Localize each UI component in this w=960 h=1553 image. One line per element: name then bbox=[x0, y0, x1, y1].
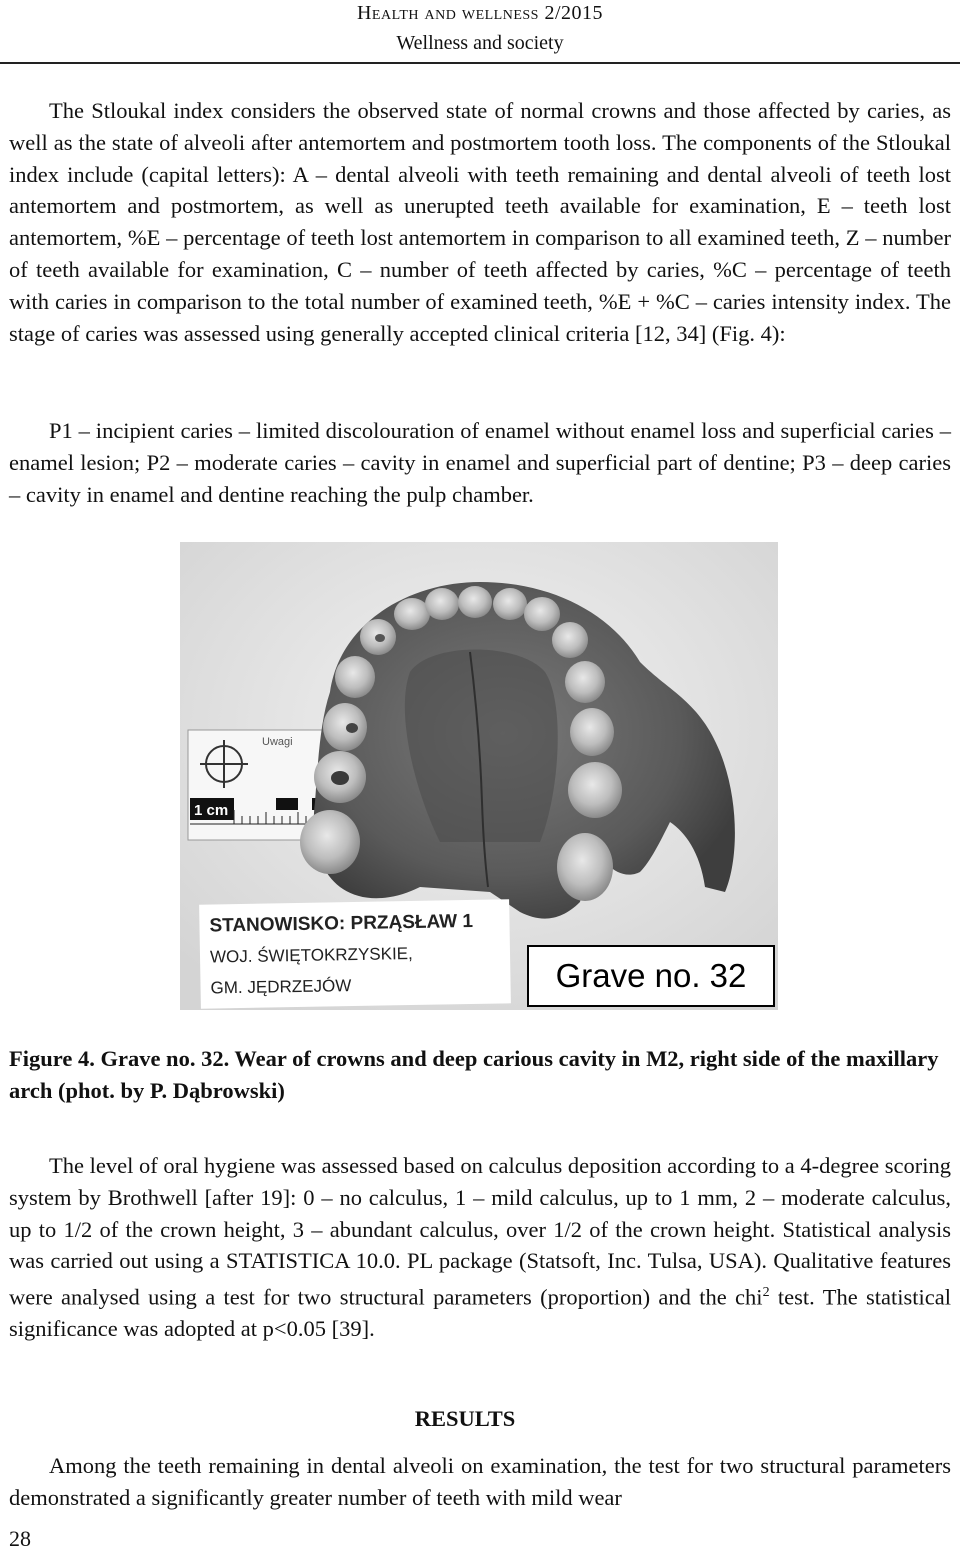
running-header bbox=[0, 0, 960, 64]
grave-number-label: Grave no. 32 bbox=[527, 945, 775, 1007]
paragraph-stloukal-index: The Stloukal index considers the observed state of normal crowns and those affected by caries, as well as the state of alveoli after antemortem and postmortem tooth loss. The components of the Stloukal index include (capital letters): A – dental alveoli with teeth remaining and dental alveoli of teeth lost antemortem and postmortem, as well as unerupted teeth available for examination, E – teeth lost antemortem, %E – percentage of teeth lost antemortem in comparison to all examined teeth, Z – number of teeth available for examination, C – number of teeth affected by caries, %C – percentage of teeth with caries in comparison to the total number of examined teeth, %E + %C – caries intensity index. The stage of caries was assessed using generally accepted clinical criteria [12, 34] (Fig. 4): bbox=[9, 98, 951, 346]
scale-label: 1 cm bbox=[194, 802, 229, 819]
paragraph-oral-hygiene bbox=[9, 1150, 951, 1345]
site-label-line1: STANOWISKO: PRZĄSŁAW 1 bbox=[209, 910, 474, 937]
journal-title: Health and wellness 2/2015 bbox=[356, 2, 604, 24]
scale-card-tag: Uwagi bbox=[262, 736, 293, 748]
paragraph-caries-stages: P1 – incipient caries – limited discolouration of enamel without enamel loss and superficial caries – enamel lesion; P2 – moderate caries – cavity in enamel and superficial part of dentine; P3 – deep caries – cavity in enamel and dentine reaching the pulp chamber. bbox=[9, 418, 951, 507]
site-label-card bbox=[199, 899, 511, 1008]
p3-text-start: The level of oral hygiene was assessed based on calculus deposition according to a 4-degree scoring system by Brothwell [after 19]: 0 – no calculus, 1 – mild calculus, up to 1 mm, 2 – moderate calculus, up to 1/2 of the crown height, 3 – abundant calculus, over 1/2 of the crown height. Statistical analysis was carried out using a STATISTICA 10.0. PL package (Statsoft, Inc. Tulsa, USA). Qualitative features were analysed using a test for two structural parameters (proportion) and the chi bbox=[9, 1153, 951, 1310]
site-label-line3: GM. JĘDRZEJÓW bbox=[210, 976, 352, 998]
site-label-line2: WOJ. ŚWIĘTOKRZYSKIE, bbox=[209, 943, 413, 967]
section-title: Wellness and society bbox=[396, 32, 564, 54]
results-heading: RESULTS bbox=[414, 1406, 516, 1431]
figure-photo bbox=[180, 542, 778, 1010]
figure-caption: Figure 4. Grave no. 32. Wear of crowns and deep carious cavity in M2, right side of the maxillary arch (phot. by P. Dąbrowski) bbox=[9, 1046, 939, 1103]
chi-superscript: 2 bbox=[762, 1285, 770, 1301]
page-number: 28 bbox=[9, 1526, 31, 1551]
p3-text-end: test. The statistical significance was adopted at p<0.05 [39]. bbox=[9, 1284, 951, 1342]
paragraph-results: Among the teeth remaining in dental alveoli on examination, the test for two structural parameters demonstrated a significantly greater number of teeth with mild wear bbox=[9, 1453, 951, 1510]
